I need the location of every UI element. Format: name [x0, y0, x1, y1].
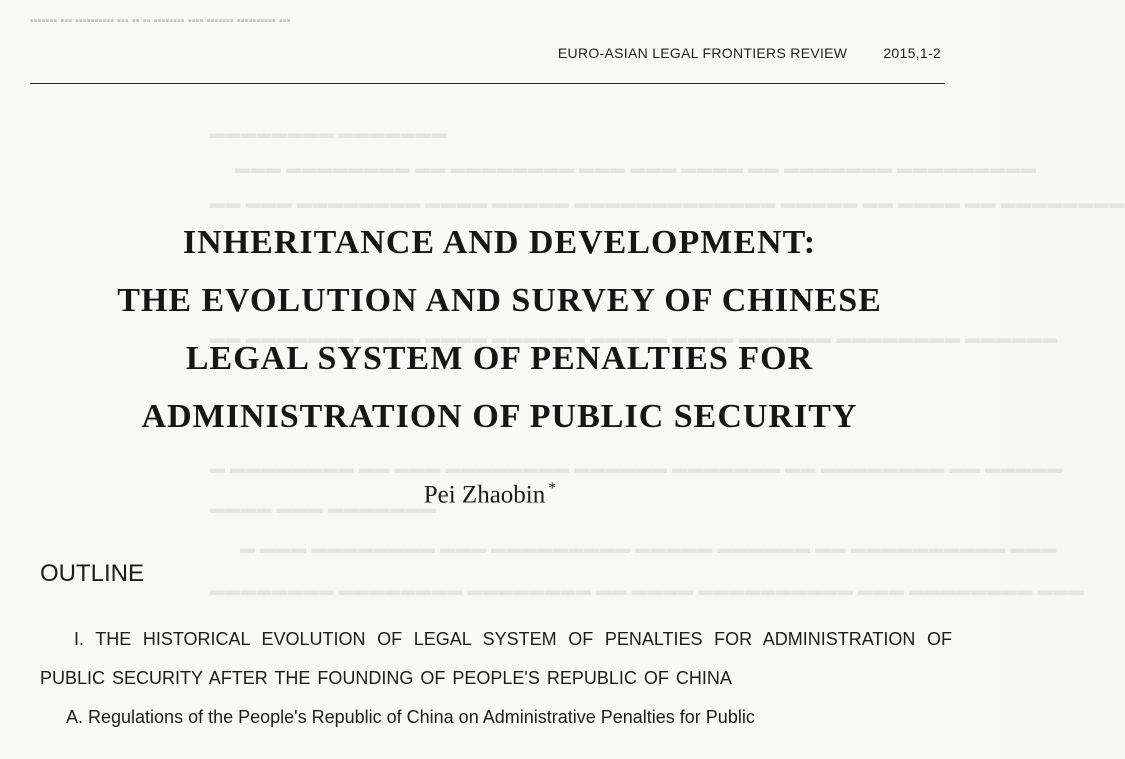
- article-title: [0, 214, 1059, 446]
- outline-item-1: I. THE HISTORICAL EVOLUTION OF LEGAL SYSTEM OF PENALTIES FOR ADMINISTRATION OF PUBLIC SECURITY AFTER THE FOUNDING OF PEOPLE'S REPUBLIC OF CHINA: [40, 629, 952, 688]
- show-through-line: ▬▬▬▬ ▬▬▬ ▬▬▬▬▬▬▬: [210, 500, 437, 517]
- show-through-line: ▬▬▬▬▬▬▬▬ ▬▬▬▬▬▬▬: [210, 125, 448, 142]
- title-line: LEGAL SYSTEM OF PENALTIES FOR: [185, 340, 814, 377]
- show-through-line: ▬ ▬▬▬ ▬▬▬▬▬▬▬▬ ▬▬▬ ▬▬▬▬▬▬▬▬▬ ▬▬▬▬▬ ▬▬▬▬▬▬ ▬▬ ▬▬▬▬▬▬▬▬▬▬ ▬▬▬: [240, 540, 1058, 557]
- author-footnote-mark: *: [548, 480, 557, 497]
- running-header: [558, 45, 941, 61]
- show-through-line: ▬ ▬▬▬▬▬▬▬▬ ▬▬ ▬▬▬ ▬▬▬▬▬▬▬▬ ▬▬▬▬▬▬ ▬▬▬▬▬▬▬ ▬▬ ▬▬▬▬▬▬▬▬ ▬▬ ▬▬▬▬▬: [210, 460, 1063, 477]
- show-through-line: ▬▬ ▬▬▬ ▬▬▬▬▬▬▬▬ ▬▬▬▬ ▬▬▬▬▬ ▬▬▬▬▬▬▬▬▬▬▬▬▬ ▬▬▬▬▬ ▬▬ ▬▬▬▬ ▬▬ ▬▬▬▬▬▬▬▬: [210, 195, 1125, 212]
- author-name: Pei Zhaobin: [423, 481, 546, 509]
- outline-body: [40, 620, 952, 737]
- outline-item-a: A. Regulations of the People's Republic of China on Administrative Penalties for Public: [66, 707, 755, 727]
- show-through-line: ▬▬ ▬▬▬▬▬▬▬ ▬▬▬▬ ▬▬▬▬ ▬▬▬▬▬▬ ▬▬▬▬▬ ▬▬▬▬ ▬▬▬▬▬▬ ▬▬▬▬▬▬▬▬ ▬▬▬▬▬▬: [210, 330, 1059, 347]
- show-through-line: ▬▬▬ ▬▬▬▬▬▬▬▬ ▬▬ ▬▬▬▬▬▬▬▬ ▬▬▬ ▬▬▬ ▬▬▬▬ ▬▬ ▬▬▬▬▬▬▬ ▬▬▬▬▬▬▬▬▬: [235, 160, 1037, 177]
- show-through-strip: ▪▪▪▪▪▪▪ ▪▪▪ ▪▪▪▪▪▪▪▪▪▪ ▪▪▪ ▪▪ ▪▪ ▪▪▪▪▪▪▪▪ ▪▪▪▪ ▪▪▪▪▪▪▪ ▪▪▪▪▪▪▪▪▪▪ ▪▪▪: [30, 15, 291, 27]
- title-line: ADMINISTRATION OF PUBLIC SECURITY: [141, 398, 858, 435]
- title-line: THE EVOLUTION AND SURVEY OF CHINESE: [117, 282, 882, 319]
- title-line: INHERITANCE AND DEVELOPMENT:: [182, 224, 817, 261]
- journal-name: EURO-ASIAN LEGAL FRONTIERS REVIEW: [557, 45, 848, 61]
- issue-number: 2015,1-2: [883, 45, 941, 61]
- header-rule: [30, 83, 945, 84]
- author-line: [0, 480, 980, 509]
- show-through-line: ▬▬▬▬▬▬▬▬ ▬▬▬▬▬▬▬▬ ▬▬▬▬▬▬▬▬ ▬▬ ▬▬▬▬ ▬▬▬▬▬▬▬▬▬▬ ▬▬▬ ▬▬▬▬▬▬▬▬ ▬▬▬: [210, 582, 1085, 599]
- outline-heading: OUTLINE: [40, 560, 145, 587]
